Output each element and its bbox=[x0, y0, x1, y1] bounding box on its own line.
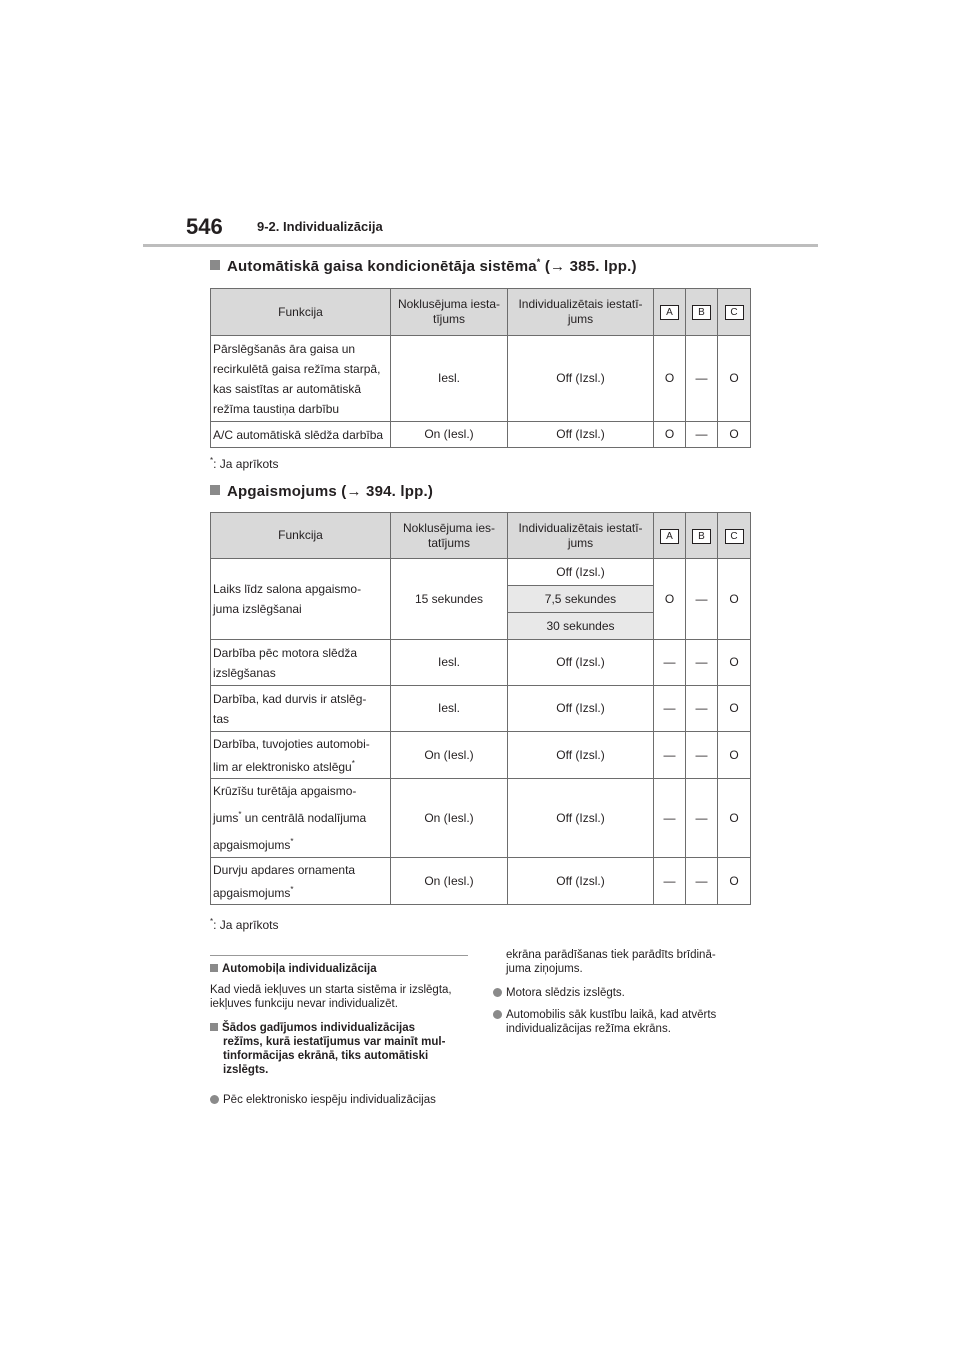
default-cell: Iesl. bbox=[391, 686, 508, 732]
heading-square-icon bbox=[210, 485, 220, 495]
table-header-row bbox=[211, 289, 751, 336]
note-title-cases: Šādos gadījumos individualizācijas režīms, kurā iestatījumus var mainīt mul- tinformācijas ekrānā, tiks automātiski izslēgts. bbox=[210, 1021, 470, 1077]
default-cell: On (Iesl.) bbox=[391, 422, 508, 448]
default-cell: 15 sekundes bbox=[391, 559, 508, 640]
b-cell: — bbox=[686, 422, 718, 448]
col-a: A bbox=[654, 513, 686, 559]
b-cell: — bbox=[686, 559, 718, 640]
function-cell: Darbība, tuvojoties automobi- lim ar elektronisko atslēgu* bbox=[211, 732, 391, 779]
col-function: Funkcija bbox=[211, 513, 391, 559]
page-number: 546 bbox=[186, 214, 223, 239]
default-cell: On (Iesl.) bbox=[391, 779, 508, 858]
bullet-3: Automobilis sāk kustību laikā, kad atvērts individualizācijas režīma ekrāns. bbox=[506, 1009, 717, 1035]
default-cell: Iesl. bbox=[391, 336, 508, 422]
table-row bbox=[211, 779, 751, 858]
header-rule bbox=[143, 244, 818, 247]
table-row bbox=[211, 559, 751, 586]
a-cell: O bbox=[654, 422, 686, 448]
function-cell: Durvju apdares ornamenta apgaismojums* bbox=[211, 858, 391, 905]
table-row bbox=[211, 336, 751, 422]
notes-rule bbox=[210, 955, 468, 956]
table-row bbox=[211, 858, 751, 905]
b-cell: — bbox=[686, 336, 718, 422]
col-function: Funkcija bbox=[211, 289, 391, 336]
air-conditioning-table bbox=[210, 288, 751, 448]
c-cell: O bbox=[718, 640, 751, 686]
bullet-2: Motora slēdzis izslēgts. bbox=[506, 987, 625, 999]
function-cell: A/C automātiskā slēdža darbība bbox=[211, 422, 391, 448]
b-cell: — bbox=[686, 858, 718, 905]
table-row bbox=[211, 640, 751, 686]
c-cell: O bbox=[718, 422, 751, 448]
col-custom: Individualizētais iestatī- jums bbox=[508, 513, 654, 559]
function-cell: Darbība pēc motora slēdža izslēgšanas bbox=[211, 640, 391, 686]
a-cell: — bbox=[654, 640, 686, 686]
note-square-icon bbox=[210, 964, 218, 972]
a-cell: — bbox=[654, 858, 686, 905]
table-row bbox=[211, 422, 751, 448]
footnote-1: *: Ja aprīkots bbox=[210, 456, 279, 471]
table-row bbox=[211, 686, 751, 732]
table-header-row bbox=[211, 513, 751, 559]
heading-lighting: Apgaismojums (→ 394. lpp.) bbox=[210, 483, 433, 500]
b-cell: — bbox=[686, 640, 718, 686]
footnote-2: *: Ja aprīkots bbox=[210, 917, 279, 932]
function-cell: Pārslēgšanās āra gaisa un recirkulētā gaisa režīma starpā, kas saistītas ar automātiskā režīma taustiņa darbību bbox=[211, 336, 391, 422]
col-b: B bbox=[686, 513, 718, 559]
custom-cell: Off (Izsl.) bbox=[508, 858, 654, 905]
c-cell: O bbox=[718, 858, 751, 905]
custom-cell: 30 sekundes bbox=[508, 613, 654, 640]
custom-cell: Off (Izsl.) bbox=[508, 336, 654, 422]
function-cell: Darbība, kad durvis ir atslēg- tas bbox=[211, 686, 391, 732]
default-cell: On (Iesl.) bbox=[391, 858, 508, 905]
lighting-table bbox=[210, 512, 751, 905]
heading-air-conditioning: Automātiskā gaisa kondicionētāja sistēma* (→ 385. lpp.) bbox=[210, 257, 637, 275]
col-a: A bbox=[654, 289, 686, 336]
col-custom: Individualizētais iestatī- jums bbox=[508, 289, 654, 336]
custom-cell: Off (Izsl.) bbox=[508, 779, 654, 858]
custom-cell: Off (Izsl.) bbox=[508, 422, 654, 448]
bullet-dot-icon bbox=[493, 988, 502, 997]
default-cell: On (Iesl.) bbox=[391, 732, 508, 779]
function-cell: Laiks līdz salona apgaismo- juma izslēgšanai bbox=[211, 559, 391, 640]
b-cell: — bbox=[686, 732, 718, 779]
a-cell: — bbox=[654, 779, 686, 858]
c-cell: O bbox=[718, 559, 751, 640]
custom-cell: Off (Izsl.) bbox=[508, 640, 654, 686]
bullet-1-start: Pēc elektronisko iespēju individualizācijas bbox=[223, 1094, 436, 1106]
c-cell: O bbox=[718, 336, 751, 422]
custom-cell: Off (Izsl.) bbox=[508, 686, 654, 732]
col-default: Noklusējuma ies- tatījums bbox=[391, 513, 508, 559]
bullet-dot-icon bbox=[210, 1095, 219, 1104]
c-cell: O bbox=[718, 732, 751, 779]
bullet-dot-icon bbox=[493, 1010, 502, 1019]
bullet-1-continuation: ekrāna parādīšanas tiek parādīts brīdinā- juma ziņojums. bbox=[506, 949, 716, 975]
a-cell: O bbox=[654, 336, 686, 422]
custom-cell: Off (Izsl.) bbox=[508, 732, 654, 779]
section-title: 9-2. Individualizācija bbox=[257, 219, 383, 234]
heading-square-icon bbox=[210, 260, 220, 270]
a-cell: O bbox=[654, 559, 686, 640]
note-text-customization: Kad viedā iekļuves un starta sistēma ir izslēgta, iekļuves funkciju nevar individualizēt. bbox=[210, 984, 452, 1010]
col-b: B bbox=[686, 289, 718, 336]
b-cell: — bbox=[686, 686, 718, 732]
b-cell: — bbox=[686, 779, 718, 858]
custom-cell: Off (Izsl.) bbox=[508, 559, 654, 586]
default-cell: Iesl. bbox=[391, 640, 508, 686]
function-cell: Krūzīšu turētāja apgaismo- jums* un centrālā nodalījuma apgaismojums* bbox=[211, 779, 391, 858]
note-square-icon bbox=[210, 1023, 218, 1031]
a-cell: — bbox=[654, 686, 686, 732]
col-c: C bbox=[718, 513, 751, 559]
col-default: Noklusējuma iesta- tījums bbox=[391, 289, 508, 336]
note-title-customization: Automobiļa individualizācija bbox=[210, 962, 470, 976]
a-cell: — bbox=[654, 732, 686, 779]
c-cell: O bbox=[718, 686, 751, 732]
col-c: C bbox=[718, 289, 751, 336]
custom-cell: 7,5 sekundes bbox=[508, 586, 654, 613]
c-cell: O bbox=[718, 779, 751, 858]
table-row bbox=[211, 732, 751, 779]
